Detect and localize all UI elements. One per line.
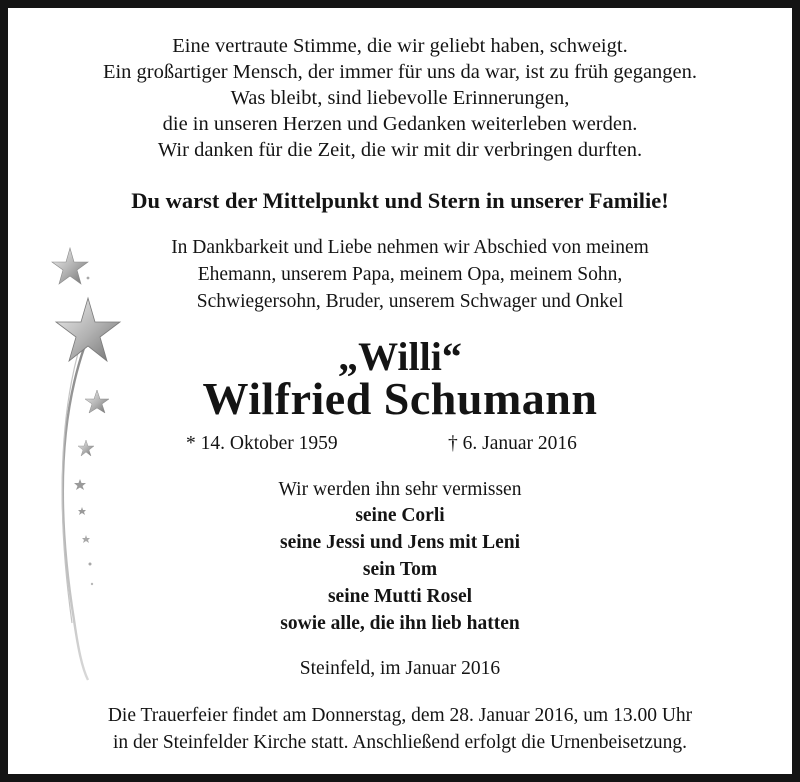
poem-line: Was bleibt, sind liebevolle Erinnerungen,: [230, 87, 570, 109]
family-member: sein Tom: [362, 559, 438, 580]
funeral-info-line: Die Trauerfeier findet am Donnerstag, dem 28. Januar 2016, um 13.00 Uhr: [107, 705, 693, 726]
star-sparkle: [91, 583, 93, 585]
family-member: sowie alle, die ihn lieb hatten: [280, 613, 520, 634]
intro-line: In Dankbarkeit und Liebe nehmen wir Abschied von meinem: [171, 237, 649, 258]
birth-date: * 14. Oktober 1959: [186, 433, 338, 454]
poem-line: Wir danken für die Zeit, die wir mit dir verbringen durften.: [157, 139, 643, 161]
family-member: seine Mutti Rosel: [327, 586, 473, 607]
intro-line: Schwiegersohn, Bruder, unserem Schwager und Onkel: [196, 291, 624, 312]
death-date: † 6. Januar 2016: [448, 433, 577, 454]
star-icon: [78, 440, 94, 456]
family-member: seine Corli: [355, 505, 445, 526]
poem-line: Ein großartiger Mensch, der immer für uns da war, ist zu früh gegangen.: [102, 61, 698, 83]
poem-line: die in unseren Herzen und Gedanken weiterleben werden.: [162, 113, 638, 135]
poem-line: Eine vertraute Stimme, die wir geliebt haben, schweigt.: [172, 35, 628, 57]
intro-line: Ehemann, unserem Papa, meinem Opa, meinem Sohn,: [197, 264, 623, 285]
place-date: Steinfeld, im Januar 2016: [299, 658, 501, 679]
nickname: „Willi“: [338, 334, 462, 379]
family-member: seine Jessi und Jens mit Leni: [280, 532, 520, 553]
headline: Du warst der Mittelpunkt und Stern in unserer Familie!: [131, 188, 669, 213]
family-lead: Wir werden ihn sehr vermissen: [278, 479, 522, 500]
funeral-info-line: in der Steinfelder Kirche statt. Anschließend erfolgt die Urnenbeisetzung.: [113, 732, 687, 753]
deceased-name: Wilfried Schumann: [202, 373, 598, 424]
